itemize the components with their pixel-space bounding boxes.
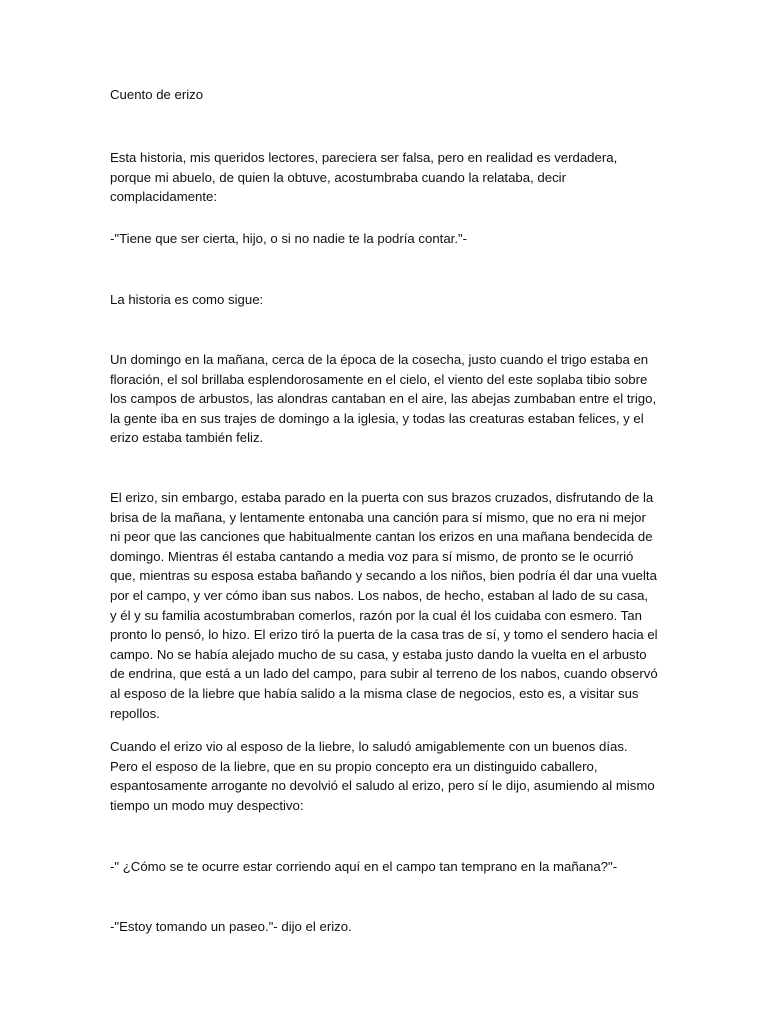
paragraph: Esta historia, mis queridos lectores, pareciera ser falsa, pero en realidad es verdadera, porque mi abuelo, de quien la obtuve, acostumbraba cuando la relataba, decir complacidamente: (110, 150, 618, 205)
paragraph: -"Estoy tomando un paseo."- dijo el erizo. (110, 919, 352, 934)
paragraph: El erizo, sin embargo, estaba parado en la puerta con sus brazos cruzados, disfrutando de la brisa de la mañana, y lentamente entonaba una canción para sí mismo, que no era ni mejor ni peor que las canciones que habitualmente cantan los erizos en una mañana bendecida de domingo. Mientras él estaba cantando a media voz para sí mismo, de pronto se le ocurrió que, mientras su esposa estaba bañando y secando a los niños, bien podría él dar una vuelta por el campo, y ver cómo iban sus nabos. Los nabos, de hecho, estaban al lado de su casa, y él y su familia acostumbraban comerlos, razón por la cual él los cuidaba con esmero. Tan pronto lo pensó, lo hizo. El erizo tiró la puerta de la casa tras de sí, y tomo el sendero hacia el campo. No se había alejado mucho de su casa, y estaba justo dando la vuelta en el arbusto de endrina, que está a un lado del campo, para subir al terreno de los nabos, cuando observó al esposo de la liebre que había salido a la misma clase de negocios, esto es, a visitar sus repollos. (110, 490, 658, 721)
paragraph: Un domingo en la mañana, cerca de la época de la cosecha, justo cuando el trigo estaba en floración, el sol brillaba esplendorosamente en el cielo, el viento del este soplaba tibio sobre los campos de arbustos, las alondras cantaban en el aire, las abejas zumbaban entre el trigo, la gente iba en sus trajes de domingo a la iglesia, y todas las creaturas estaban felices, y el erizo estaba también feliz. (110, 352, 657, 446)
document-title: Cuento de erizo (110, 87, 204, 102)
paragraph: La historia es como sigue: (110, 292, 264, 307)
paragraph: -"Tiene que ser cierta, hijo, o si no nadie te la podría contar."- (110, 231, 468, 246)
paragraph: -" ¿Cómo se te ocurre estar corriendo aquí en el campo tan temprano en la mañana?"- (110, 859, 618, 874)
paragraph: Cuando el erizo vio al esposo de la liebre, lo saludó amigablemente con un buenos días. Pero el esposo de la liebre, que en su propio concepto era un distinguido caballero, espantosamente arrogante no devolvió el saludo al erizo, pero sí le dijo, asumiendo al mismo tiempo un modo muy despectivo: (110, 739, 655, 813)
